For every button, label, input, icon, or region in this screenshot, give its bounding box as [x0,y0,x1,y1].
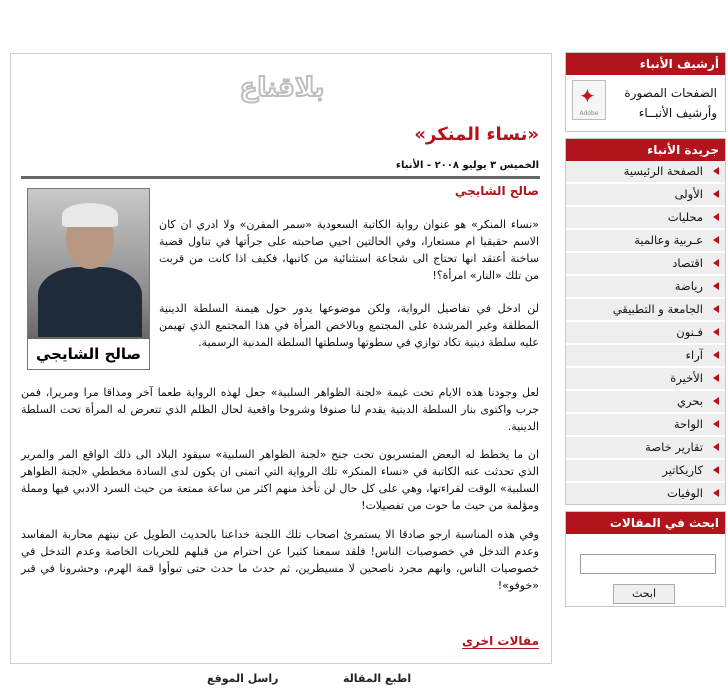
arrow-icon [713,259,719,267]
archive-text[interactable] [624,83,717,123]
arrow-icon [713,305,719,313]
paragraph-text: «نساء المنكر» هو عنوان رواية الكاتبة السعودية «سمر المقرن» ولا ادري ان كان الاسم حقيقيا ام مستعارا، وفي الحالتين احيي صاحبته على جرأتها في تناول قضية ساخنة أعتقد انها تحتاج الى شجاعة استثنائية من كاتبها، فكيف اذا كانت من قربت من تلك «النار» امرأة؟! [159,218,539,282]
arrow-icon [713,167,719,175]
nav-label[interactable]: فـنون [676,325,703,339]
nav-label[interactable]: محليات [667,210,703,224]
nav-list [566,161,725,504]
nav-item-home[interactable] [566,161,725,182]
nav-label[interactable]: تقارير خاصة [645,440,703,454]
nav-label[interactable]: الوفيات [667,486,703,500]
arrow-icon [713,466,719,474]
nav-label[interactable]: اقتصاد [672,256,703,270]
article-paragraph-2 [159,300,539,351]
archive-box [565,52,726,132]
arrow-icon [713,397,719,405]
newspaper-header: جريدة الأنباء [566,139,725,161]
arrow-icon [713,443,719,451]
archive-link[interactable] [566,75,725,131]
nav-item-sports[interactable] [566,274,725,297]
sidebar [565,52,726,613]
nav-item-arab-world[interactable] [566,228,725,251]
nav-item-marine[interactable] [566,389,725,412]
nav-item-obituaries[interactable] [566,481,725,504]
nav-item-arts[interactable] [566,320,725,343]
nav-item-first-page[interactable] [566,182,725,205]
author-photo [27,188,150,370]
article-paragraph-5: وفي هذه المناسبة ارجو صادقا الا يستمرئ اصحاب تلك اللجنة خداعنا بالحديث الطويل عن نيتهم محاربة المفاسد وعدم التدخل في خصوصيات الناس! فلقد سمعنا كثيرا عن احترام من قبلهم للحريات الخاصة وعدم التدخل في خصوصيات الناس، وانهم مجرد ناصحين لا مسيطرين، ثم حدث ما حدث حتى تبوأوا قمة الهرم، وحشرونا في قبر «خوفو»! [21,528,539,592]
nav-label[interactable]: الجامعة و التطبيقي [612,302,703,316]
article-title: «نساء المنكر» [414,124,539,145]
nav-label[interactable]: الأولى [674,187,703,201]
article-paragraph-1 [159,216,539,284]
adobe-label: Adobe [579,110,599,117]
more-articles-link[interactable]: مقالات اخرى [462,634,539,648]
search-header: ابحث في المقالات [566,512,725,534]
author-name: صالح الشايجي [454,184,539,198]
arrow-icon [713,190,719,198]
archive-line-2[interactable]: وأرشيف الأنبــاء [638,106,717,120]
pdf-icon[interactable]: ✦ Adobe [572,80,606,120]
arrow-icon [713,282,719,290]
nav-label[interactable]: الأخيرة [670,371,703,385]
arrow-icon [713,328,719,336]
section-logo [237,64,327,108]
nav-item-economy[interactable] [566,251,725,274]
search-box [565,511,726,607]
nav-label[interactable]: كاريكاتير [662,463,703,477]
contact-site-link[interactable]: راسل الموقع [207,672,279,685]
nav-label[interactable]: رياضة [674,279,703,293]
arrow-icon [713,236,719,244]
newspaper-box [565,138,726,505]
nav-item-special-reports[interactable] [566,435,725,458]
nav-item-last-page[interactable] [566,366,725,389]
nav-label[interactable]: آراء [685,348,703,362]
article-paragraph-4: ان ما يخطط له البعض المتسربون تحت جنح «لجنة الظواهر السلبية» سيقود البلاد الى ذلك الواقع المر والمرير الذي تحدثت عنه الكاتبة في «نساء المنكر» تلك الرواية التي اتمنى ان يكون لدى السادة مخططي «لجنة الظواهر السلبية» الوقت لقراءتها، وهي على كل حال لن تأخذ منهم اكثر من ساعة ممتعة من حيث السرد الادبي فيها ومملة ومؤلمة من حيث ما حوت من تفصيلات! [21,448,539,512]
nav-label[interactable]: الصفحة الرئيسية [623,164,703,178]
article-paragraph-3: لعل وجودنا هذه الايام تحت غيمة «لجنة الظواهر السلبية» جعل لهذه الرواية طعما آخر ومذاقا مرا ومريرا، فمن جرب واكتوى بنار السلطة الدينية يقدم لنا صنوفا وشروحا واقعية لحال الظلم الذي تتعرض له المرأة تحت السلطة الدينية. [21,386,539,433]
article-panel [10,53,552,664]
title-divider [21,176,540,179]
arrow-icon [713,489,719,497]
nav-label[interactable]: بحري [677,394,703,408]
search-input[interactable] [580,554,716,574]
nav-item-local[interactable] [566,205,725,228]
archive-header: أرشيف الأنباء [566,53,725,75]
paragraph-text: لن ادخل في تفاصيل الرواية، ولكن موضوعها يدور حول هيمنة السلطة الدينية المطلقة وغير المرشدة على المجتمع وبالاخص المرأة في هذا المجتمع الذي تهيمن عليه سلطة دينية تكاد توازي في سطوتها وسلطتها السلطة المدنية الرسمية. [159,302,539,349]
arrow-icon [713,420,719,428]
article-date: الخميس ٣ يوليو ٢٠٠٨ - الأنباء [395,160,539,171]
nav-item-university[interactable] [566,297,725,320]
nav-label[interactable]: عـربية وعالمية [634,233,703,247]
nav-item-oasis[interactable] [566,412,725,435]
photo-caption: صالح الشايجي [28,339,149,369]
arrow-icon [713,374,719,382]
nav-label[interactable]: الواحة [673,417,703,431]
arrow-icon [713,213,719,221]
search-button[interactable]: ابحث [613,584,675,604]
nav-item-opinions[interactable] [566,343,725,366]
print-article-link[interactable]: اطبع المقالة [343,672,412,685]
nav-item-caricature[interactable] [566,458,725,481]
section-logo-text: بلاقناع [239,73,325,103]
archive-line-1[interactable]: الصفحات المصورة [624,86,717,100]
arrow-icon [713,351,719,359]
